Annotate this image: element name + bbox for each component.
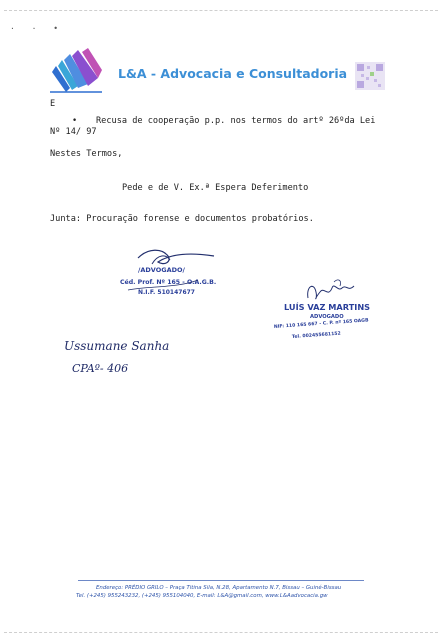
stamp2-name: LUÍS VAZ MARTINS bbox=[284, 302, 371, 312]
company-logo-icon bbox=[48, 48, 104, 94]
item-line-2: Nº 14/ 97 bbox=[50, 127, 97, 137]
request-text: Pede e de V. Ex.ª Espera Deferimento bbox=[122, 183, 309, 193]
scan-specks: · · • bbox=[10, 24, 65, 33]
closing-text: Nestes Termos, bbox=[50, 149, 123, 159]
stamp1-line1: /ADVOGADO/ bbox=[138, 266, 185, 274]
footer-divider bbox=[78, 580, 364, 581]
bottom-scan-edge bbox=[4, 632, 438, 633]
stamp1-line2: Céd. Prof. Nº 165 - O.A.G.B. bbox=[120, 279, 217, 286]
handwritten-signature bbox=[62, 332, 202, 380]
qr-code-icon bbox=[355, 62, 385, 90]
signature3-name: Ussumane Sanha bbox=[64, 339, 170, 353]
bullet-icon: • bbox=[72, 116, 78, 126]
item-line-1: Recusa de cooperação p.p. nos termos do artº 26ºda Lei bbox=[96, 116, 376, 126]
stamp1-line3: N.I.F. 510147677 bbox=[138, 289, 195, 296]
stamp2-title: ADVOGADO bbox=[310, 314, 344, 320]
stamp2-tel: Tel. 002455681152 bbox=[291, 331, 341, 340]
brand-name: L&A - Advocacia e Consultadoria bbox=[118, 66, 348, 81]
lawyer-stamp-1 bbox=[118, 244, 228, 300]
lawyer-stamp-2 bbox=[268, 278, 398, 344]
letter-e: E bbox=[50, 99, 56, 109]
top-scan-edge bbox=[4, 10, 438, 11]
signature3-reg: CPAº- 406 bbox=[72, 362, 129, 375]
footer-address: Endereço: PRÉDIO GRILO – Praça Titina Sila, N.28, Apartamento N.7, Bissau – Guiné-Bissau bbox=[96, 585, 342, 591]
stamp2-nif: NIF: 110 165 667 - C. P. nº 165 OAGB bbox=[273, 318, 369, 330]
footer-contacts: Tel. (+245) 955243232, (+245) 955104040, E-mail: L&A@gmail.com, www.L&Aadvocacia.gw bbox=[76, 593, 328, 599]
attachments-text: Junta: Procuração forense e documentos probatórios. bbox=[50, 214, 314, 224]
